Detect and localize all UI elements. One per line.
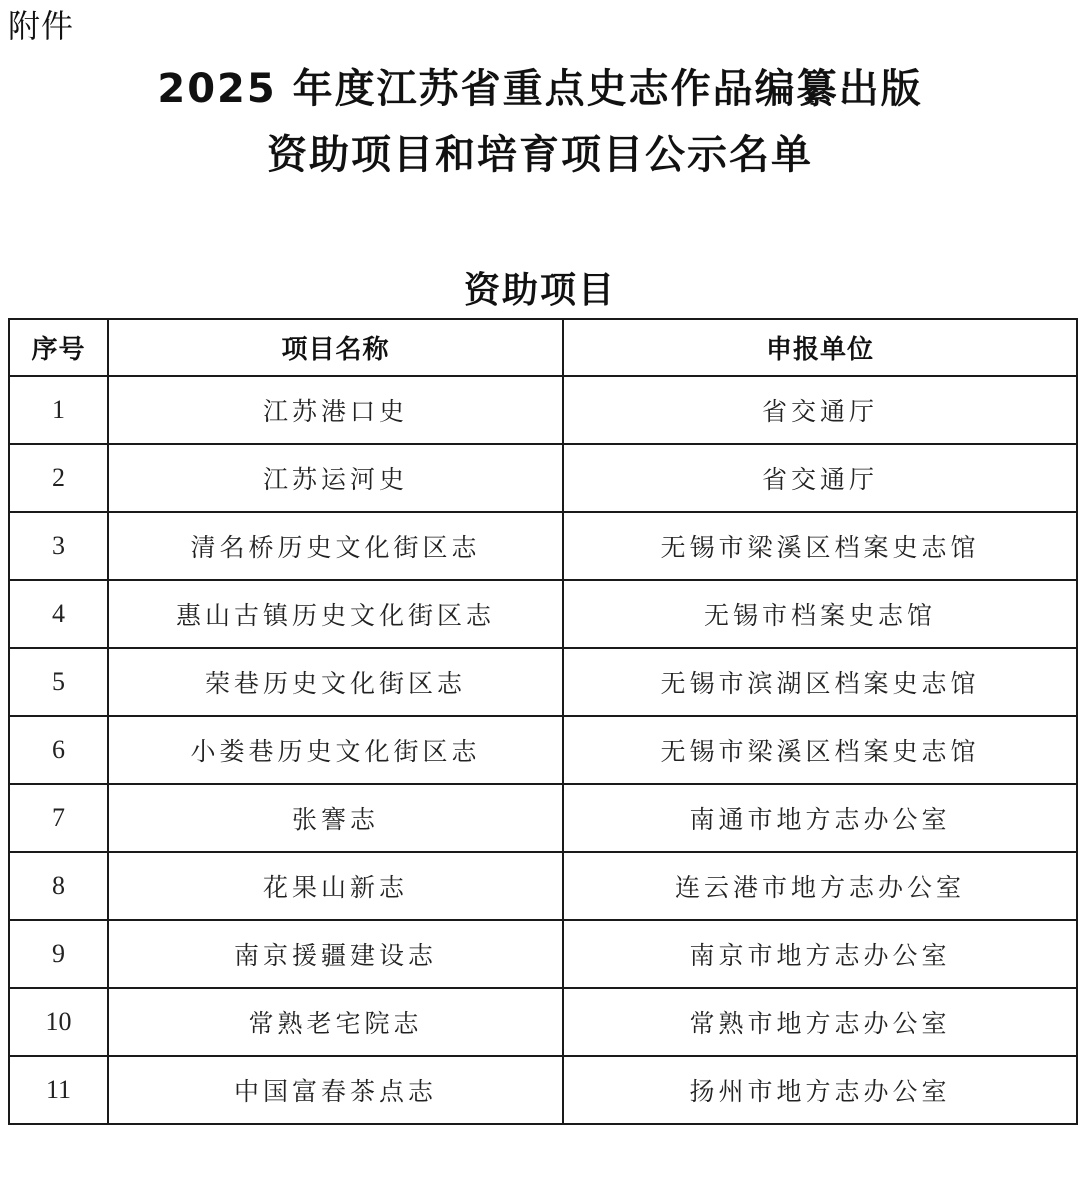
applicant-unit: 南京市地方志办公室 — [563, 920, 1077, 988]
project-name: 江苏港口史 — [108, 376, 563, 444]
applicant-unit: 南通市地方志办公室 — [563, 784, 1077, 852]
applicant-unit: 连云港市地方志办公室 — [563, 852, 1077, 920]
document-title-line-1: 2025 年度江苏省重点史志作品编纂出版 — [157, 66, 923, 112]
serial-number: 7 — [9, 784, 108, 852]
applicant-unit: 无锡市梁溪区档案史志馆 — [563, 716, 1077, 784]
applicant-unit: 常熟市地方志办公室 — [563, 988, 1077, 1056]
table-row — [9, 920, 1077, 988]
table-row — [9, 444, 1077, 512]
project-name: 江苏运河史 — [108, 444, 563, 512]
table-row — [9, 1056, 1077, 1124]
serial-number: 9 — [9, 920, 108, 988]
header-project-name: 项目名称 — [108, 319, 563, 376]
project-name: 中国富春茶点志 — [108, 1056, 563, 1124]
applicant-unit: 省交通厅 — [563, 376, 1077, 444]
project-name: 清名桥历史文化街区志 — [108, 512, 563, 580]
table-row — [9, 784, 1077, 852]
table-row — [9, 512, 1077, 580]
applicant-unit: 扬州市地方志办公室 — [563, 1056, 1077, 1124]
project-name: 常熟老宅院志 — [108, 988, 563, 1056]
table-row — [9, 716, 1077, 784]
applicant-unit: 无锡市滨湖区档案史志馆 — [563, 648, 1077, 716]
project-name: 南京援疆建设志 — [108, 920, 563, 988]
table-row — [9, 988, 1077, 1056]
serial-number: 10 — [9, 988, 108, 1056]
project-name: 惠山古镇历史文化街区志 — [108, 580, 563, 648]
table-row — [9, 580, 1077, 648]
table-header-row — [9, 319, 1077, 376]
serial-number: 3 — [9, 512, 108, 580]
applicant-unit: 无锡市梁溪区档案史志馆 — [563, 512, 1077, 580]
header-applicant-unit: 申报单位 — [563, 319, 1077, 376]
project-name: 张謇志 — [108, 784, 563, 852]
section-title: 资助项目 — [463, 270, 616, 311]
serial-number: 11 — [9, 1056, 108, 1124]
project-name: 荣巷历史文化街区志 — [108, 648, 563, 716]
serial-number: 8 — [9, 852, 108, 920]
project-name: 花果山新志 — [108, 852, 563, 920]
attachment-label: 附件 — [8, 7, 75, 45]
document-title-line-2: 资助项目和培育项目公示名单 — [267, 132, 813, 178]
serial-number: 6 — [9, 716, 108, 784]
serial-number: 2 — [9, 444, 108, 512]
funded-projects-table — [8, 318, 1078, 1125]
applicant-unit: 无锡市档案史志馆 — [563, 580, 1077, 648]
serial-number: 1 — [9, 376, 108, 444]
applicant-unit: 省交通厅 — [563, 444, 1077, 512]
table-row — [9, 648, 1077, 716]
header-serial-number: 序号 — [9, 319, 108, 376]
serial-number: 5 — [9, 648, 108, 716]
table-row — [9, 852, 1077, 920]
serial-number: 4 — [9, 580, 108, 648]
table-row — [9, 376, 1077, 444]
project-name: 小娄巷历史文化街区志 — [108, 716, 563, 784]
